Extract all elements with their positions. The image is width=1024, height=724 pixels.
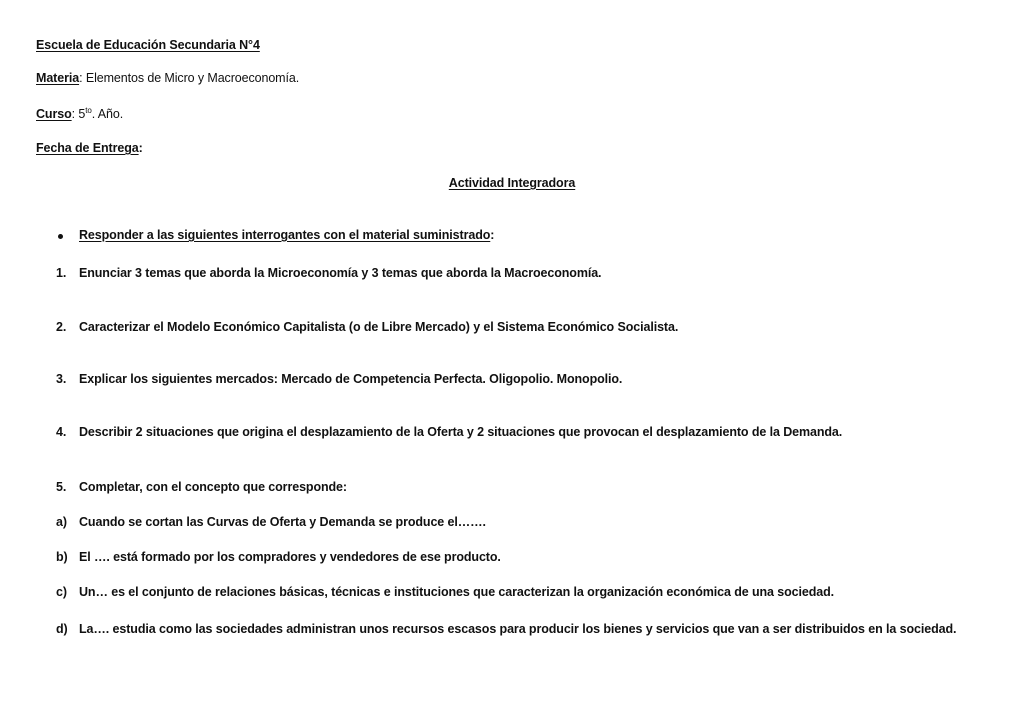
fecha-colon: :	[138, 141, 143, 155]
question-number: 1.	[56, 266, 67, 280]
instruction-colon: :	[490, 228, 495, 242]
question-number: 2.	[56, 320, 67, 334]
subitem-text: La…. estudia como las sociedades administran unos recursos escasos para producir los bienes y servicios que van a ser distribuidos en la sociedad.	[79, 622, 957, 636]
school-name: Escuela de Educación Secundaria N°4	[36, 38, 260, 52]
subitem-letter: d)	[56, 622, 68, 636]
instruction-line	[79, 228, 494, 242]
materia-line	[36, 71, 299, 85]
materia-colon: :	[79, 71, 86, 85]
question-text: Enunciar 3 temas que aborda la Microeconomía y 3 temas que aborda la Macroeconomía.	[79, 266, 602, 280]
activity-title: Actividad Integradora	[448, 176, 576, 190]
bullet-icon	[58, 234, 63, 239]
materia-value: Elementos de Micro y Macroeconomía.	[85, 71, 300, 85]
subitem-letter: b)	[56, 550, 68, 564]
curso-suffix: . Año.	[91, 107, 124, 122]
question-number: 4.	[56, 425, 67, 439]
curso-value: 5	[78, 107, 86, 122]
subitem-text: Cuando se cortan las Curvas de Oferta y Demanda se produce el…….	[79, 515, 486, 529]
curso-colon: :	[71, 107, 79, 122]
question-text: Explicar los siguientes mercados: Mercado de Competencia Perfecta. Oligopolio. Monopolio.	[79, 372, 623, 386]
instruction-text: Responder a las siguientes interrogantes con el material suministrado	[79, 228, 491, 242]
question-text: Caracterizar el Modelo Económico Capitalista (o de Libre Mercado) y el Sistema Económico Socialista.	[79, 320, 679, 334]
materia-label: Materia	[36, 71, 80, 85]
subitem-letter: a)	[56, 515, 67, 529]
subitem-text: El …. está formado por los compradores y vendedores de ese producto.	[79, 550, 501, 564]
subitem-letter: c)	[56, 585, 67, 599]
curso-superscript: to	[85, 106, 92, 115]
subitem-text: Un… es el conjunto de relaciones básicas, técnicas e instituciones que caracterizan la organización económica de una sociedad.	[79, 585, 835, 599]
fecha-label: Fecha de Entrega	[36, 141, 139, 155]
question-number: 5.	[56, 480, 67, 494]
question-text: Describir 2 situaciones que origina el desplazamiento de la Oferta y 2 situaciones que provocan el desplazamiento de la Demanda.	[79, 425, 843, 439]
question-number: 3.	[56, 372, 67, 386]
fecha-line	[36, 141, 143, 155]
curso-label: Curso	[36, 107, 72, 122]
question-text: Completar, con el concepto que corresponde:	[79, 480, 347, 494]
curso-line	[36, 106, 123, 121]
